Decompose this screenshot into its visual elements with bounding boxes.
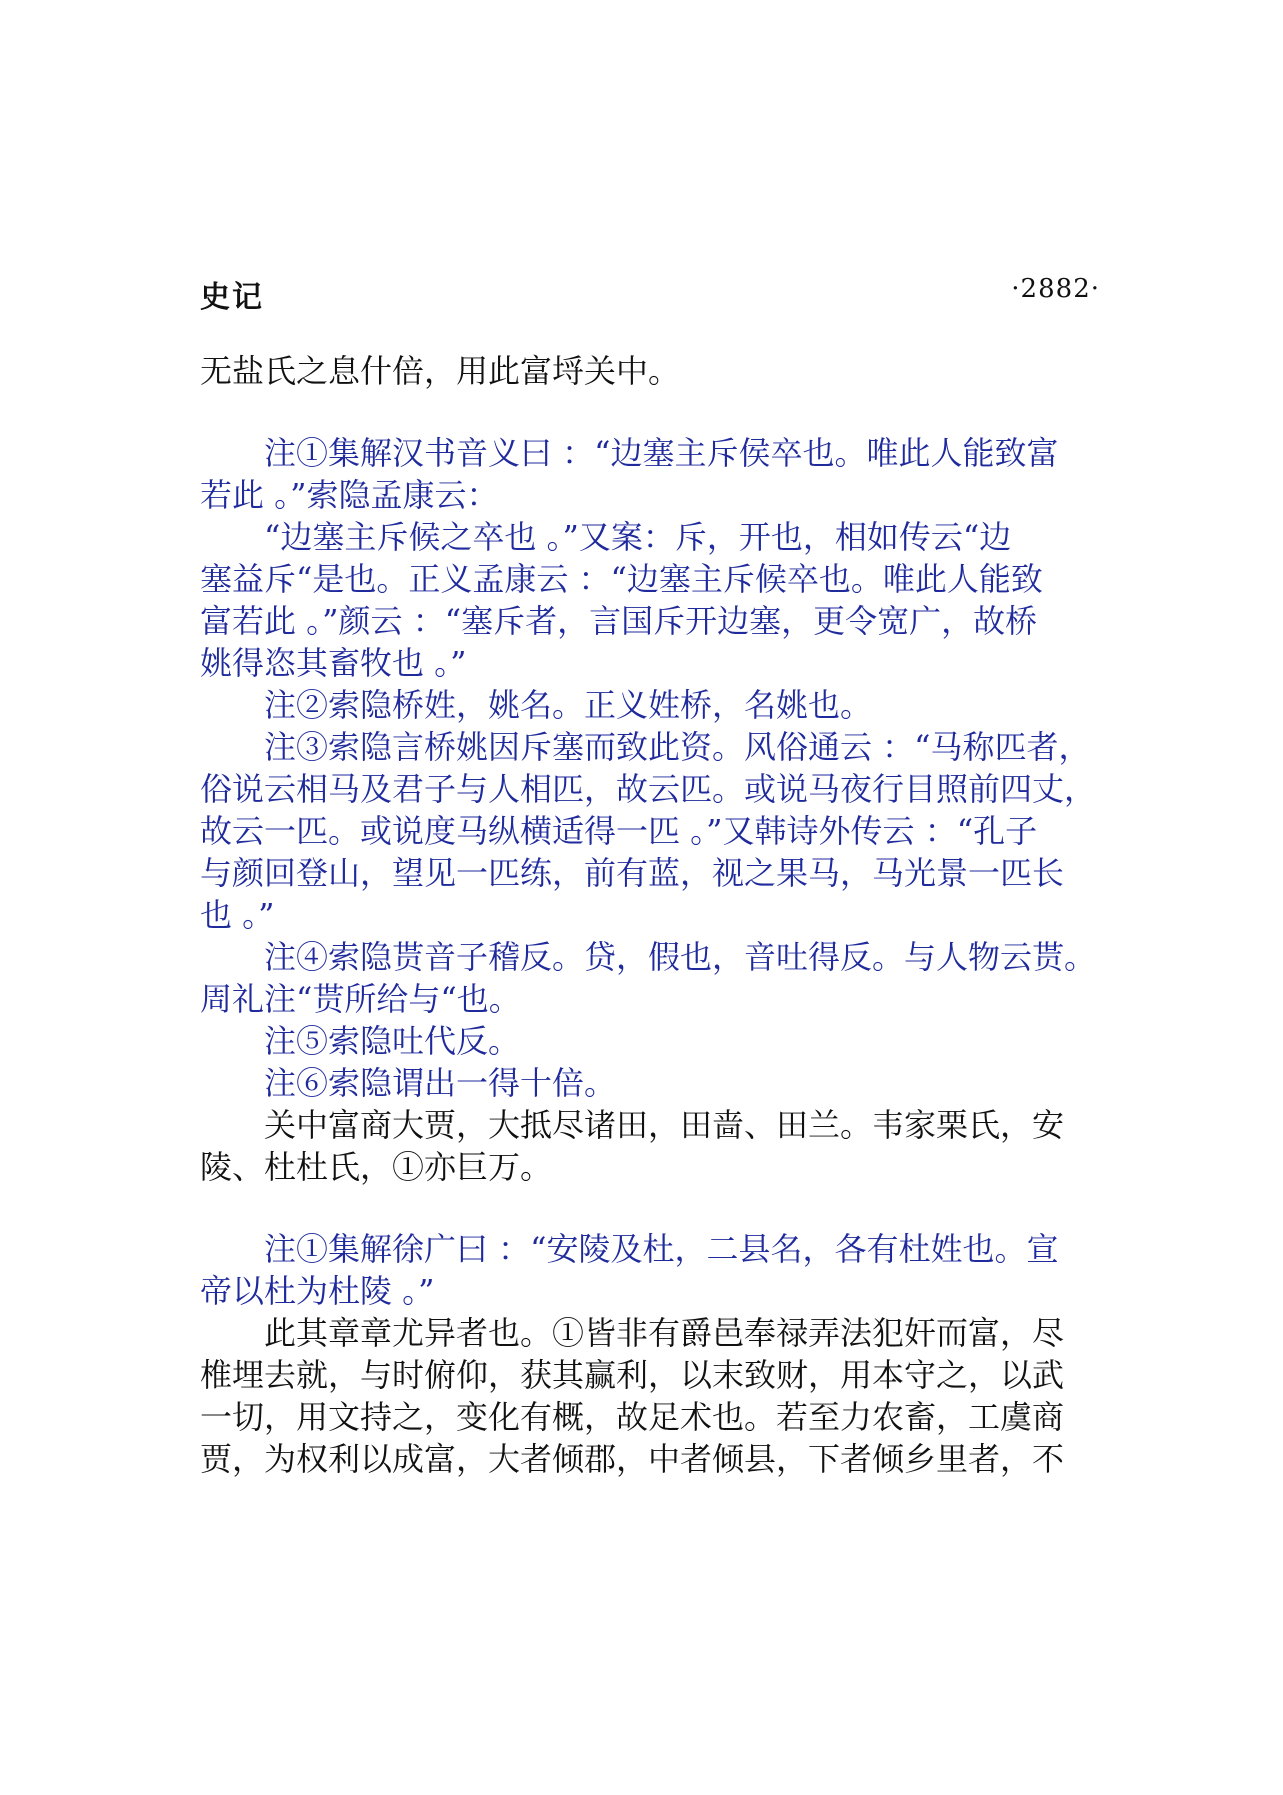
text-line: 关中富商大贾，大抵尽诸田，田啬、田兰。韦家栗氏，安: [264, 1106, 1065, 1144]
annotation-line: “边塞主斥候之卒也 。”又案：斥，开也，相如传云“边: [264, 518, 1012, 556]
text-line: 此其章章尤异者也。①皆非有爵邑奉禄弄法犯奸而富，尽: [264, 1314, 1065, 1352]
annotation-line: 也 。”: [200, 896, 275, 934]
annotation-line: 姚得恣其畜牧也 。”: [200, 644, 467, 682]
text-line: 贾，为权利以成富，大者倾郡，中者倾县，下者倾乡里者，不: [200, 1440, 1065, 1478]
annotation-line: 注③索隐言桥姚因斥塞而致此资。风俗通云 ：“马称匹者，: [264, 728, 1091, 766]
annotation-line: 注④索隐贳音子稽反。贷，假也，音吐得反。与人物云贳。: [264, 938, 1097, 976]
annotation-line: 帝以杜为杜陵 。”: [200, 1272, 435, 1310]
annotation-line: 故云一匹。或说度马纵横适得一匹 。”又韩诗外传云 ：“孔子: [200, 812, 1038, 850]
paragraph-gap: [200, 1188, 1105, 1228]
annotation-line: 若此 。”索隐孟康云：: [200, 476, 499, 514]
annotation-line: 俗说云相马及君子与人相匹，故云匹。或说马夜行目照前四丈，: [200, 770, 1097, 808]
book-title: 史记: [200, 280, 264, 315]
page-header: [200, 272, 1100, 315]
paragraph-gap: [200, 392, 1105, 432]
annotation-line: 周礼注“贳所给与“也。: [200, 980, 521, 1018]
annotation-line: 注①集解汉书音义曰 ：“边塞主斥侯卒也。唯此人能致富: [264, 434, 1059, 472]
annotation-line: 注⑤索隐吐代反。: [264, 1022, 521, 1060]
annotation-line: 富若此 。”颜云 ：“塞斥者，言国斥开边塞，更令宽广，故桥: [200, 602, 1038, 640]
annotation-line: 塞益斥“是也。正义孟康云 ：“边塞主斥候卒也。唯此人能致: [200, 560, 1043, 598]
text-line: 一切，用文持之，变化有概，故足术也。若至力农畜，工虞商: [200, 1398, 1065, 1436]
annotation-line: 注⑥索隐谓出一得十倍。: [264, 1064, 617, 1102]
text-line: 无盐氏之息什倍，用此富埒关中。: [200, 352, 681, 390]
page-number: ·2882·: [1011, 274, 1100, 304]
text-line: 椎埋去就，与时俯仰，获其赢利，以末致财，用本守之，以武: [200, 1356, 1065, 1394]
annotation-line: 注②索隐桥姓，姚名。正义姓桥，名姚也。: [264, 686, 873, 724]
annotation-line: 注①集解徐广曰 ：“安陵及杜，二县名，各有杜姓也。宣: [264, 1230, 1059, 1268]
page-body: [200, 350, 1105, 1480]
annotation-line: 与颜回登山，望见一匹练，前有蓝，视之果马，马光景一匹长: [200, 854, 1065, 892]
text-line: 陵、杜杜氏，①亦巨万。: [200, 1148, 553, 1186]
